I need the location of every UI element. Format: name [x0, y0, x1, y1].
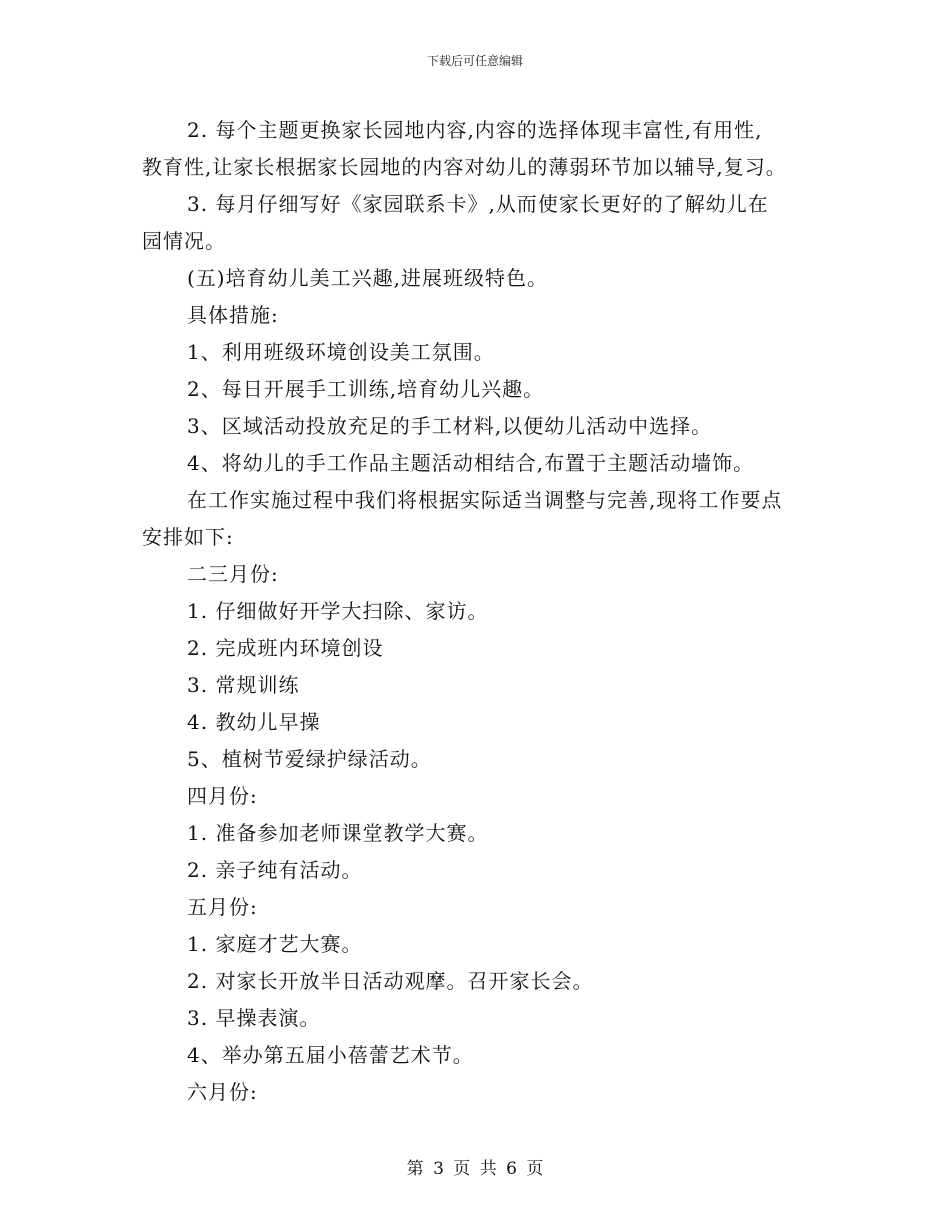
list-item: 3. 常规训练 — [187, 673, 300, 697]
section-heading: (五)培育幼儿美工兴趣,进展班级特色。 — [187, 266, 548, 290]
list-item: 2、每日开展手工训练,培育幼儿兴趣。 — [187, 377, 545, 401]
paragraph: 2. 每个主题更换家长园地内容,内容的选择体现丰富性,有用性, — [187, 118, 763, 142]
list-item: 2. 完成班内环境创设 — [187, 636, 384, 660]
paragraph: 安排如下: — [142, 525, 234, 549]
month-heading: 六月份: — [187, 1080, 258, 1104]
list-item: 1、利用班级环境创设美工氛围。 — [187, 340, 495, 364]
list-item: 4. 教幼儿早操 — [187, 710, 321, 734]
page-footer: 第 3 页 共 6 页 — [406, 1159, 544, 1179]
page-header: 下载后可任意编辑 — [426, 54, 523, 68]
list-item: 1. 仔细做好开学大扫除、家访。 — [187, 599, 489, 623]
document-body — [142, 112, 808, 1111]
list-item: 4、将幼儿的手工作品主题活动相结合,布置于主题活动墙饰。 — [187, 451, 755, 475]
list-item: 1. 准备参加老师课堂教学大赛。 — [187, 821, 489, 845]
month-heading: 五月份: — [187, 895, 258, 919]
paragraph: 园情况。 — [142, 229, 226, 253]
paragraph: 在工作实施过程中我们将根据实际适当调整与完善,现将工作要点 — [187, 488, 783, 512]
list-item: 3、区域活动投放充足的手工材料,以便幼儿活动中选择。 — [187, 414, 713, 438]
list-item: 1. 家庭才艺大赛。 — [187, 932, 363, 956]
list-item: 2. 对家长开放半日活动观摩。召开家长会。 — [187, 969, 594, 993]
list-item: 5、植树节爱绿护绿活动。 — [187, 747, 432, 771]
paragraph: 3. 每月仔细写好《家园联系卡》,从而使家长更好的了解幼儿在 — [187, 192, 769, 216]
paragraph: 教育性,让家长根据家长园地的内容对幼儿的薄弱环节加以辅导,复习。 — [142, 155, 787, 179]
paragraph: 具体措施: — [187, 303, 279, 327]
list-item: 4、举办第五届小蓓蕾艺术节。 — [187, 1043, 474, 1067]
list-item: 3. 早操表演。 — [187, 1006, 321, 1030]
month-heading: 二三月份: — [187, 562, 279, 586]
list-item: 2. 亲子纯有活动。 — [187, 858, 363, 882]
month-heading: 四月份: — [187, 784, 258, 808]
